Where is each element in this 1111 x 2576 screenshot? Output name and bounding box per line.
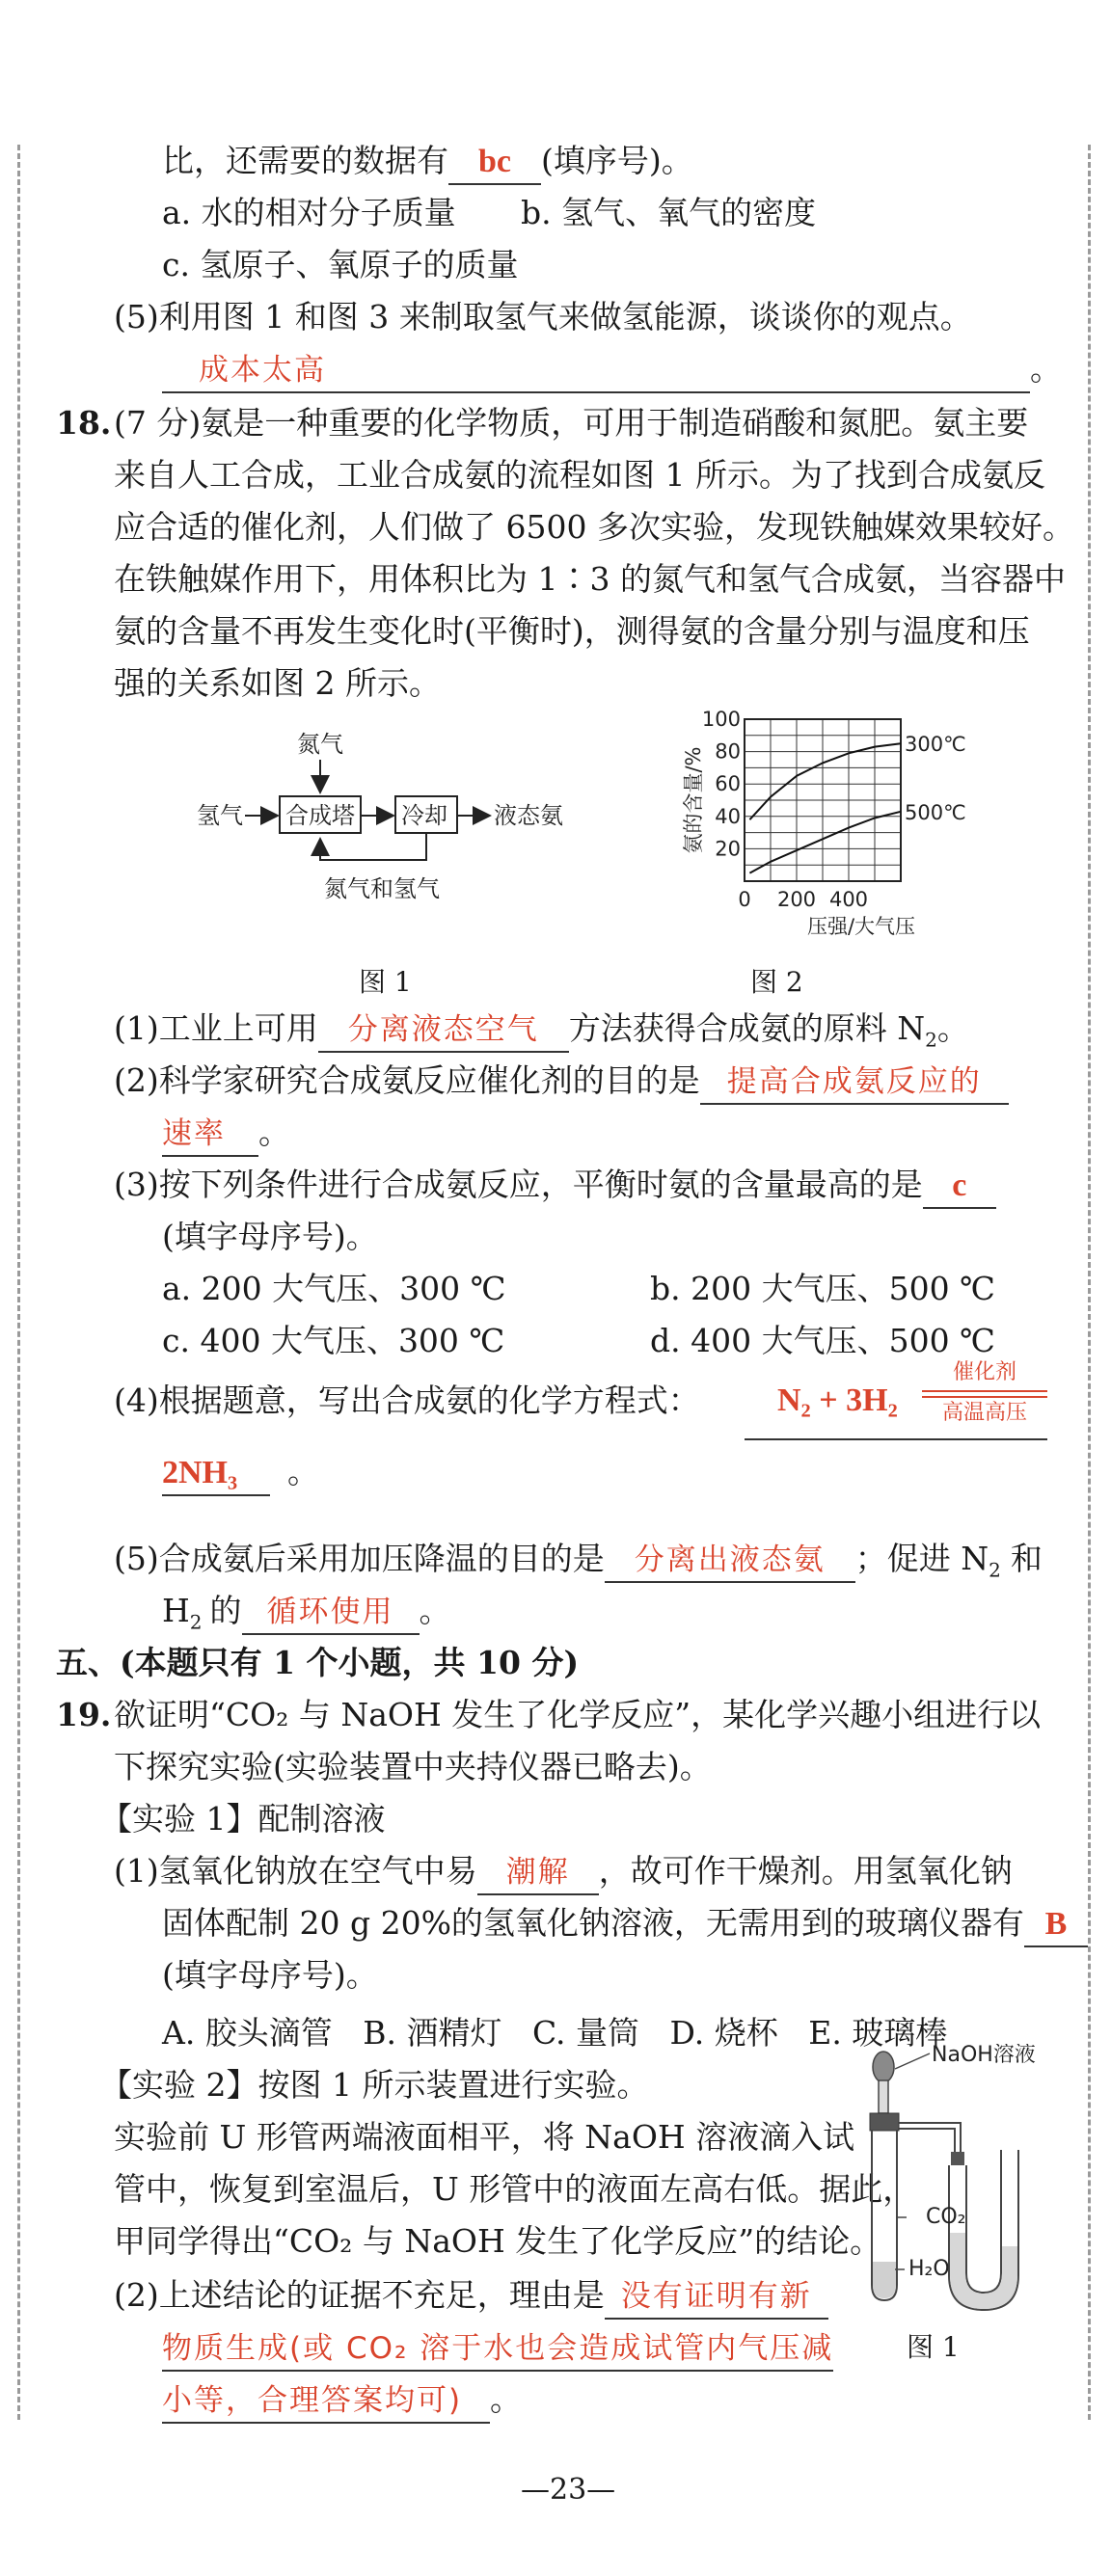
q18-sub4-eq-bar-2 [922, 1396, 1047, 1398]
q18-sub4: (4)根据题意，写出合成氨的化学方程式： [114, 1382, 700, 1419]
q19-sub2-blank3: 小等，合理答案均可) [162, 2378, 490, 2424]
x-tick-label: 0 [738, 888, 751, 911]
q18-para-5: 氨的含量不再发生变化时(平衡时)，测得氨的含量分别与温度和压 [114, 612, 1030, 650]
q17-answer-blank: bc [448, 140, 541, 185]
stopper [870, 2113, 899, 2131]
q19-sub2-cont2: 小等，合理答案均可) 。 [162, 2374, 522, 2426]
q18-sub4-cont: 2NH₃ 。 [162, 1446, 319, 1498]
q18-sub4-cond-bottom: 高温高压 [941, 1401, 1027, 1425]
q18-sub2: (2)科学家研究合成氨反应催化剂的目的是 提高合成氨反应的 [114, 1055, 1009, 1107]
q18-sub4-eq-left: N₂ + 3H₂ [777, 1382, 898, 1418]
flow-diagram [183, 723, 608, 916]
fig1-caption: 图 1 [359, 966, 412, 998]
series-line-1 [749, 743, 901, 819]
x-tick-label: 400 [828, 888, 869, 911]
flow-liquid-label: 液态氨 [494, 802, 563, 829]
q18-sub2-blank2: 速率 [162, 1112, 258, 1157]
q19-exp2-line3: 甲同学得出“CO₂ 与 NaOH 发生了化学反应”的结论。 [114, 2222, 882, 2260]
naoh-pointer [895, 2053, 930, 2069]
q18-sub4-blank-line [745, 1438, 1047, 1440]
q18-sub1-blank: 分离液态空气 [318, 1007, 569, 1053]
right-dashed-border [1088, 145, 1091, 2420]
flow-recycle-arrow [320, 833, 426, 860]
flow-recycle-label: 氮气和氢气 [324, 875, 440, 902]
q18-sub4-blank2: 2NH₃ [162, 1451, 270, 1496]
q19-exp2-line2: 管中，恢复到室温后，U 形管中的液面左高右低。据此， [114, 2170, 915, 2208]
q19-sub1-line2: 固体配制 20 g 20%的氢氧化钠溶液，无需用到的玻璃仪器有 B [162, 1897, 1088, 1949]
y-tick-label: 100 [701, 708, 741, 731]
x-tick-label: 200 [776, 888, 817, 911]
q18-sub1: (1)工业上可用 分离液态空气 方法获得合成氨的原料 $N_2$。 [114, 1009, 969, 1052]
q17-sub5: (5)利用图 1 和图 3 来制取氢气来做氢能源，谈谈你的观点。 [114, 298, 972, 335]
ammonia-chart [665, 704, 993, 954]
q19-sub2: (2)上述结论的证据不充足，理由是 没有证明有新 [114, 2269, 828, 2321]
q19-line1: 欲证明“CO₂ 与 NaOH 发生了化学反应”，某化学兴趣小组进行以 [114, 1696, 1042, 1733]
y-tick-label: 40 [715, 804, 741, 828]
q18-sub3-option-d: d. 400 大气压、500 ℃ [650, 1322, 995, 1359]
q19-exp2: 【实验 2】按图 1 所示装置进行实验。 [100, 2066, 649, 2104]
dropper-bulb [873, 2052, 894, 2082]
q19-sub2-blank2: 物质生成(或 CO₂ 溶于水也会造成试管内气压减 [162, 2326, 833, 2372]
q18-sub3: (3)按下列条件进行合成氨反应，平衡时氨的含量最高的是 c [114, 1159, 996, 1211]
q19-sub1-note: (填字母序号)。 [162, 1956, 378, 1994]
page-number: —23— [521, 2473, 616, 2507]
test-tube-water [873, 2262, 896, 2298]
y-tick-label: 80 [715, 739, 741, 764]
y-tick-label: 20 [715, 837, 741, 861]
q17-option-c: c. 氢原子、氧原子的质量 [162, 246, 519, 283]
q17-option-a: a. 水的相对分子质量 [162, 194, 456, 231]
series-line-2 [749, 812, 901, 873]
q19-sub1-blank2: B [1024, 1902, 1088, 1947]
q19-sub1-options: A. 胶头滴管 B. 酒精灯 C. 量筒 D. 烧杯 E. 玻璃棒 [162, 2014, 948, 2052]
q19-line2: 下探究实验(实验装置中夹持仪器已略去)。 [114, 1748, 712, 1785]
q17-option-b: b. 氢气、氧气的密度 [521, 194, 817, 231]
dropper-stem [879, 2080, 888, 2113]
flow-cool-label: 冷却 [401, 802, 447, 829]
q18-sub3-note: (填字母序号)。 [162, 1218, 378, 1255]
left-dashed-border [17, 145, 20, 2420]
q19-sub1-blank: 潮解 [477, 1850, 599, 1895]
y-tick-label: 60 [715, 772, 741, 796]
rubber-joint [951, 2152, 964, 2165]
co2-label: CO₂ [926, 2205, 966, 2229]
q18-sub3-option-a: a. 200 大气压、300 ℃ [162, 1270, 506, 1307]
q18-para-3: 应合适的催化剂，人们做了 6500 多次实验，发现铁触媒效果较好。 [114, 508, 1074, 546]
q18-sub4-cond-top: 催化剂 [952, 1360, 1016, 1384]
q18-sub5-cont: $H_2$ 的 循环使用 。 [162, 1592, 451, 1634]
q18-sub3-blank: c [923, 1164, 996, 1209]
q19-sub2-cont1 [162, 2321, 833, 2374]
series-label-2: 500℃ [905, 800, 966, 824]
flow-tower-label: 合成塔 [285, 802, 355, 829]
flow-hydrogen-label: 氢气 [197, 802, 243, 829]
q19-number: 19. [56, 1696, 112, 1733]
q17-line1: 比，还需要的数据有 bc (填序号)。 [162, 135, 693, 187]
q18-sub2-blank1: 提高合成氨反应的 [700, 1060, 1009, 1105]
q18-para-1: (7 分)氨是一种重要的化学物质，可用于制造硝酸和氮肥。氨主要 [114, 404, 1029, 442]
q18-para-6: 强的关系如图 2 所示。 [114, 664, 441, 702]
flow-nitrogen-label: 氮气 [297, 731, 343, 758]
q18-sub3-option-c: c. 400 大气压、300 ℃ [162, 1322, 505, 1359]
u-tube-apparatus [849, 2044, 1080, 2323]
u-tube-liquid [950, 2233, 1017, 2309]
x-axis-label: 压强/大气压 [806, 915, 916, 938]
q17-sub5-blank: 成本太高 [162, 348, 1030, 393]
q18-sub5: (5)合成氨后采用加压降温的目的是 分离出液态氨 ；促进 $N_2$ 和 [114, 1540, 1043, 1582]
q17-sub5-answer-line: 成本太高 。 [162, 343, 1062, 395]
q18-sub4-eq-bar-1 [922, 1390, 1047, 1392]
q18-sub5-blank1: 分离出液态氨 [605, 1538, 855, 1583]
naoh-label: NaOH溶液 [932, 2044, 1036, 2067]
series-label-1: 300℃ [905, 733, 966, 757]
y-axis-label: 氨的含量/% [682, 746, 705, 854]
q18-para-2: 来自人工合成，工业合成氨的流程如图 1 所示。为了找到合成氨反 [114, 456, 1045, 494]
section-five-heading: 五、(本题只有 1 个小题，共 10 分) [56, 1644, 580, 1681]
q18-para-4: 在铁触媒作用下，用体积比为 1∶3 的氮气和氢气合成氨，当容器中 [114, 560, 1066, 598]
q19-sub2-blank1: 没有证明有新 [605, 2274, 828, 2320]
q18-number: 18. [56, 404, 112, 442]
q18-sub5-blank2: 循环使用 [242, 1590, 420, 1635]
apparatus-caption: 图 1 [907, 2331, 960, 2363]
q18-sub2-cont: 速率 。 [162, 1107, 290, 1159]
fig2-caption: 图 2 [750, 966, 803, 998]
q19-exp1: 【实验 1】配制溶液 [100, 1800, 386, 1838]
q19-sub1: (1)氢氧化钠放在空气中易 潮解 ，故可作干燥剂。用氢氧化钠 [114, 1845, 1013, 1897]
h2o-label: H₂O [908, 2257, 950, 2281]
q18-sub3-option-b: b. 200 大气压、500 ℃ [650, 1270, 995, 1307]
q19-exp2-line1: 实验前 U 形管两端液面相平，将 NaOH 溶液滴入试 [114, 2118, 855, 2156]
